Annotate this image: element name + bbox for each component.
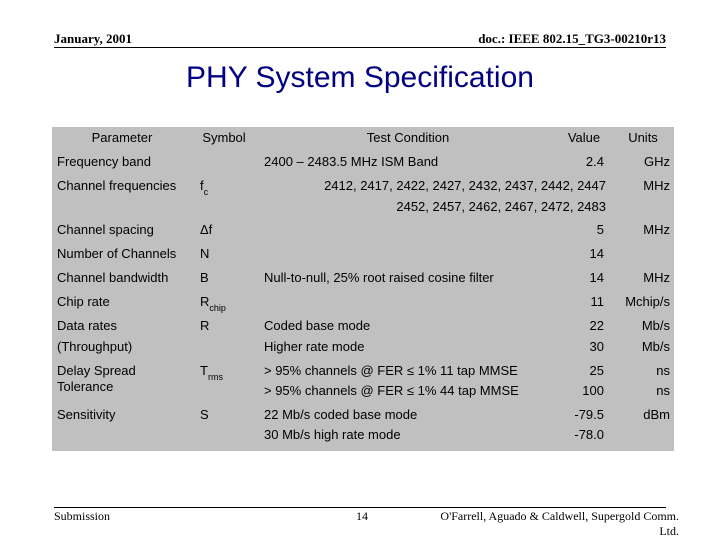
row-channel-frequencies-parameter: Channel frequencies (57, 178, 177, 193)
row-data-rates-condition-line1: Coded base mode (264, 318, 371, 333)
row-delay-spread-value-line2: 100 (582, 383, 604, 398)
header-parameter: Parameter (91, 130, 153, 145)
header-doc-id: doc.: IEEE 802.15_TG3-00210r13 (478, 31, 666, 46)
row-channel-frequencies-condition-line1: 2412, 2417, 2422, 2427, 2432, 2437, 2442, 2447 (324, 178, 606, 193)
row-frequency-band-units: GHz (644, 154, 670, 169)
footer-submission: Submission (54, 509, 111, 523)
row-delay-spread-parameter-line2: Tolerance (57, 379, 114, 394)
row-chip-rate-symbol: $R_{chip}$ (200, 294, 226, 313)
row-delay-spread-symbol: $T_{rms}$ (200, 363, 223, 382)
row-delay-spread-condition-line2: > 95% channels @ FER ≤ 1% 44 tap MMSE (264, 383, 519, 398)
row-channel-spacing-parameter: Channel spacing (57, 222, 154, 237)
footer-authors-line2: Ltd. (659, 524, 679, 538)
header-units: Units (628, 130, 658, 145)
row-data-rates-symbol: R (200, 318, 210, 333)
row-delay-spread-condition-line1: > 95% channels @ FER ≤ 1% 11 tap MMSE (264, 363, 518, 378)
row-channel-frequencies-symbol: $f_c$ (200, 178, 209, 197)
row-sensitivity-condition-line1: 22 Mb/s coded base mode (264, 407, 418, 422)
row-frequency-band-value: 2.4 (585, 154, 604, 169)
row-delay-spread-value-line1: 25 (589, 363, 604, 378)
row-channel-bandwidth-symbol: B (200, 270, 209, 285)
footer-authors-line1: O'Farrell, Aguado & Caldwell, Supergold Comm. (440, 509, 679, 523)
row-channel-spacing-units: MHz (643, 222, 670, 237)
row-data-rates-value-line2: 30 (589, 339, 604, 354)
row-sensitivity-units: dBm (643, 407, 670, 422)
row-channel-frequencies-units: MHz (643, 178, 670, 193)
row-channel-spacing-value: 5 (596, 222, 604, 237)
row-data-rates-units-line1: Mb/s (641, 318, 670, 333)
footer-page-number: 14 (356, 509, 368, 523)
row-data-rates-condition-line2: Higher rate mode (264, 339, 365, 354)
row-chip-rate-value: 11 (590, 294, 604, 309)
row-data-rates-parameter-line2: (Throughput) (57, 339, 133, 354)
row-sensitivity-value-line2: -78.0 (574, 427, 604, 442)
row-channel-bandwidth-parameter: Channel bandwidth (57, 270, 169, 285)
row-frequency-band-parameter: Frequency band (57, 154, 151, 169)
row-channel-bandwidth-value: 14 (589, 270, 604, 285)
row-delay-spread-parameter-line1: Delay Spread (57, 363, 136, 378)
slide-title: PHY System Specification (186, 61, 534, 94)
header-rule (54, 47, 666, 48)
row-sensitivity-symbol: S (200, 407, 209, 422)
row-data-rates-parameter-line1: Data rates (57, 318, 117, 333)
row-channel-bandwidth-condition: Null-to-null, 25% root raised cosine filter (264, 270, 494, 285)
row-data-rates-units-line2: Mb/s (641, 339, 670, 354)
header-test-condition: Test Condition (366, 130, 450, 145)
row-channel-frequencies-condition-line2: 2452, 2457, 2462, 2467, 2472, 2483 (396, 199, 606, 214)
row-data-rates-value-line1: 22 (589, 318, 604, 333)
header-value: Value (567, 130, 601, 145)
row-number-of-channels-value: 14 (589, 246, 604, 261)
row-number-of-channels-symbol: N (200, 246, 210, 261)
row-sensitivity-value-line1: -79.5 (574, 407, 604, 422)
header-symbol: Symbol (202, 130, 246, 145)
header-date: January, 2001 (54, 31, 133, 46)
row-delay-spread-units-line2: ns (656, 383, 670, 398)
row-sensitivity-condition-line2: 30 Mb/s high rate mode (264, 427, 401, 442)
row-sensitivity-parameter: Sensitivity (57, 407, 116, 422)
row-chip-rate-parameter: Chip rate (57, 294, 110, 309)
row-channel-bandwidth-units: MHz (643, 270, 670, 285)
row-chip-rate-units: Mchip/s (625, 294, 670, 309)
row-number-of-channels-parameter: Number of Channels (57, 246, 177, 261)
row-delay-spread-units-line1: ns (656, 363, 670, 378)
spec-table (52, 127, 674, 451)
row-channel-spacing-symbol: Δf (200, 222, 213, 237)
row-frequency-band-condition: 2400 – 2483.5 MHz ISM Band (264, 154, 439, 169)
footer-rule (54, 507, 666, 508)
